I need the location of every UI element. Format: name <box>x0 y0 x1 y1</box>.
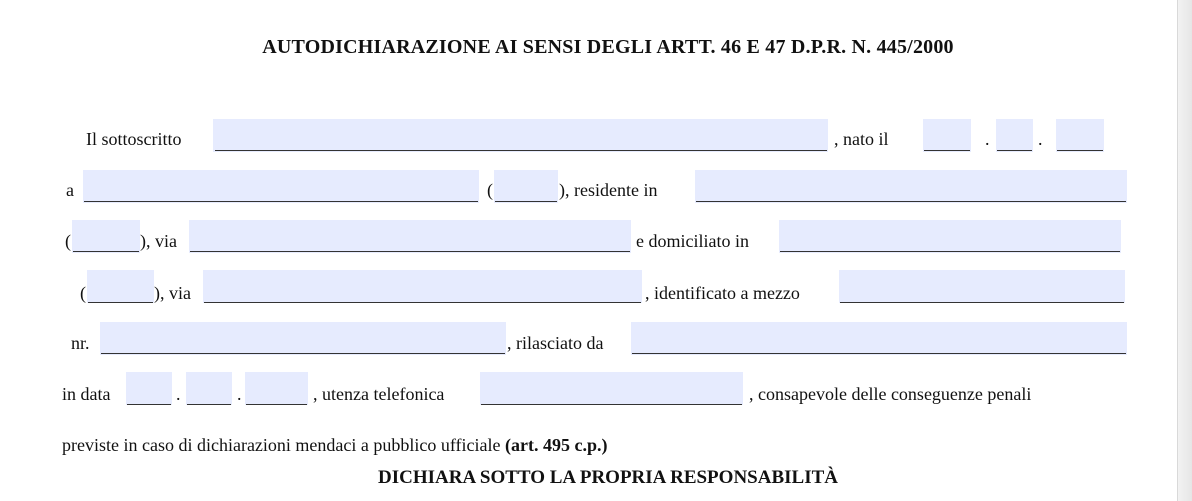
label-via: ), via <box>154 283 191 303</box>
issue-day-field[interactable] <box>126 372 172 405</box>
issue-month-field[interactable] <box>186 372 232 405</box>
declaration-text <box>62 435 608 455</box>
issued-by-field[interactable] <box>631 322 1127 355</box>
underline <box>696 201 1126 202</box>
birth-year-field[interactable] <box>1056 119 1104 152</box>
domicile-city-field[interactable] <box>779 220 1121 253</box>
label-sottoscritto: Il sottoscritto <box>86 129 182 149</box>
underline <box>1057 150 1103 151</box>
underline <box>187 404 231 405</box>
residence-province-field[interactable] <box>72 220 140 253</box>
underline <box>840 302 1124 303</box>
underline <box>127 404 171 405</box>
label-via: ), via <box>140 231 177 251</box>
underline <box>88 302 153 303</box>
underline <box>481 404 742 405</box>
underline <box>204 302 641 303</box>
underline <box>780 251 1120 252</box>
label-identificato-a-mezzo: , identificato a mezzo <box>645 283 800 303</box>
label-nato-il: , nato il <box>834 129 889 149</box>
birth-province-field[interactable] <box>494 170 558 203</box>
issue-year-field[interactable] <box>245 372 308 405</box>
declaration-text-plain: previste in caso di dichiarazioni mendaci a pubblico ufficiale <box>62 435 506 455</box>
label-consapevole: , consapevole delle conseguenze penali <box>749 384 1032 404</box>
underline <box>246 404 307 405</box>
date-separator: . <box>985 129 990 149</box>
declaration-article: (art. 495 c.p.) <box>505 435 608 455</box>
birth-place-field[interactable] <box>83 170 479 203</box>
underline <box>84 201 478 202</box>
domicile-street-field[interactable] <box>203 270 642 303</box>
birth-day-field[interactable] <box>923 119 971 152</box>
underline <box>997 150 1032 151</box>
declaration-heading: DICHIARA SOTTO LA PROPRIA RESPONSABILITÀ <box>378 467 838 488</box>
scrollbar[interactable] <box>1177 0 1192 501</box>
label-rilasciato-da: , rilasciato da <box>507 333 604 353</box>
document-title: AUTODICHIARAZIONE AI SENSI DEGLI ARTT. 46 E 47 D.P.R. N. 445/2000 <box>262 36 954 58</box>
document-number-field[interactable] <box>100 322 506 355</box>
underline <box>190 251 630 252</box>
birth-month-field[interactable] <box>996 119 1033 152</box>
residence-city-field[interactable] <box>695 170 1127 203</box>
paren-open: ( <box>487 180 493 200</box>
date-separator: . <box>1038 129 1043 149</box>
label-domiciliato-in: e domiciliato in <box>636 231 749 251</box>
label-in-data: in data <box>62 384 111 404</box>
underline <box>73 251 139 252</box>
sottoscritto-name-field[interactable] <box>213 119 828 152</box>
underline <box>215 150 827 151</box>
label-nr: nr. <box>71 333 90 353</box>
identity-document-field[interactable] <box>839 270 1125 303</box>
residence-street-field[interactable] <box>189 220 631 253</box>
label-utenza-telefonica: , utenza telefonica <box>313 384 445 404</box>
date-separator: . <box>176 384 181 404</box>
label-a: a <box>66 180 74 200</box>
underline <box>924 150 970 151</box>
paren-open: ( <box>65 231 71 251</box>
underline <box>632 353 1126 354</box>
domicile-province-field[interactable] <box>87 270 154 303</box>
label-residente-in: ), residente in <box>559 180 658 200</box>
underline <box>101 353 505 354</box>
date-separator: . <box>237 384 242 404</box>
phone-number-field[interactable] <box>480 372 743 405</box>
underline <box>495 201 557 202</box>
paren-open: ( <box>80 283 86 303</box>
